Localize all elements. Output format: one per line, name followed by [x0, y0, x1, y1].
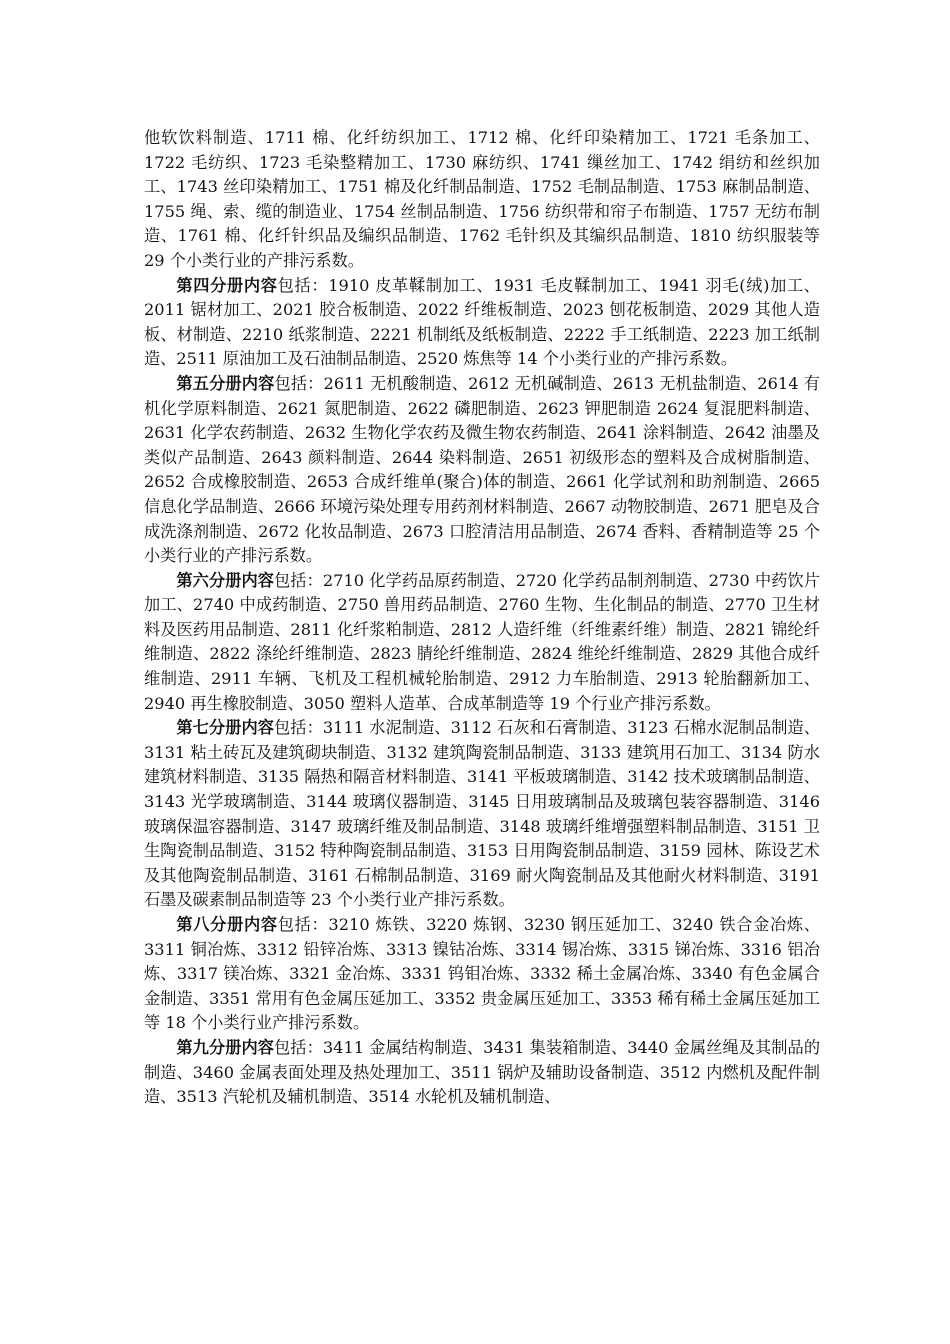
document-page: [144, 126, 820, 1110]
paragraph-text: 包括：3111 水泥制造、3112 石灰和石膏制造、3123 石棉水泥制品制造、3131 粘土砖瓦及建筑砌块制造、3132 建筑陶瓷制品制造、3133 建筑用石加工、3134 防水建筑材料制造、3135 隔热和隔音材料制造、3141 平板玻璃制造、3142 技术玻璃制品制造、3143 光学玻璃制造、3144 玻璃仪器制造、3145 日用玻璃制品及玻璃包装容器制造、3146 玻璃保温容器制造、3147 玻璃纤维及制品制造、3148 玻璃纤维增强塑料制品制造、3151 卫生陶瓷制品制造、3152 特种陶瓷制品制造、3153 日用陶瓷制品制造、3159 园林、陈设艺术及其他陶瓷制品制造、3161 石棉制品制造、3169 耐火陶瓷制品及其他耐火材料制造、3191 石墨及碳素制品制造等 23 个小类行业产排污系数。: [144, 718, 821, 910]
paragraph-heading: 第八分册内容: [176, 915, 278, 934]
paragraph-heading: 第五分册内容: [176, 373, 275, 393]
paragraph-text: 包括：2710 化学药品原药制造、2720 化学药品制剂制造、2730 中药饮片加工、2740 中成药制造、2750 兽用药品制造、2760 生物、生化制品的制造、2770 卫生材料及医药用品制造、2811 化纤浆粕制造、2812 人造纤维（纤维素纤维）制造、2821 锦纶纤维制造、2822 涤纶纤维制造、2823 腈纶纤维制造、2824 维纶纤维制造、2829 其他合成纤维制造、2911 车辆、飞机及工程机械轮胎制造、2912 力车胎制造、2913 轮胎翻新加工、2940 再生橡胶制造、3050 塑料人造革、合成革制造等 19 个行业产排污系数。: [144, 570, 821, 713]
paragraph-heading: 第六分册内容: [176, 570, 275, 590]
paragraph-text: 包括：3411 金属结构制造、3431 集装箱制造、3440 金属丝绳及其制品的制造、3460 金属表面处理及热处理加工、3511 锅炉及辅助设备制造、3512 内燃机及配件制造、3513 汽轮机及辅机制造、3514 水轮机及辅机制造、: [144, 1037, 821, 1107]
paragraph-heading: 第七分册内容: [176, 718, 275, 738]
paragraph-volume-7: [144, 716, 820, 913]
paragraph-heading: 第四分册内容: [176, 275, 278, 295]
paragraph-volume-5: [144, 372, 820, 569]
paragraph-volume-6: [144, 569, 820, 717]
paragraph-volume-8: [144, 913, 820, 1036]
paragraph-volume-9: [144, 1036, 820, 1110]
paragraph-text: 他软饮料制造、1711 棉、化纤纺织加工、1712 棉、化纤印染精加工、1721 毛条加工、1722 毛纺织、1723 毛染整精加工、1730 麻纺织、1741 缫丝加工、1742 绢纺和丝织加工、1743 丝印染精加工、1751 棉及化纤制品制造、1752 毛制品制造、1753 麻制品制造、1755 绳、索、缆的制造业、1754 丝制品制造、1756 纺织带和帘子布制造、1757 无纺布制造、1761 棉、化纤针织品及编织品制造、1762 毛针织及其编织品制造、1810 纺织服装等 29 个小类行业的产排污系数。: [144, 128, 820, 270]
paragraph-text: 包括：1910 皮革鞣制加工、1931 毛皮鞣制加工、1941 羽毛(绒)加工、2011 锯材加工、2021 胶合板制造、2022 纤维板制造、2023 刨花板制造、2029 其他人造板、材制造、2210 纸浆制造、2221 机制纸及纸板制造、2222 手工纸制造、2223 加工纸制造、2511 原油加工及石油制品制造、2520 炼焦等 14 个小类行业的产排污系数。: [144, 275, 820, 369]
paragraph-volume-4: [144, 274, 820, 372]
paragraph-continuation: [144, 126, 820, 274]
paragraph-text: 包括：3210 炼铁、3220 炼钢、3230 钢压延加工、3240 铁合金冶炼、3311 铜冶炼、3312 铅锌冶炼、3313 镍钴冶炼、3314 锡冶炼、3315 锑冶炼、3316 铝冶炼、3317 镁冶炼、3321 金冶炼、3331 钨钼冶炼、3332 稀土金属冶炼、3340 有色金属合金制造、3351 常用有色金属压延加工、3352 贵金属压延加工、3353 稀有稀土金属压延加工等 18 个小类行业产排污系数。: [144, 915, 820, 1033]
paragraph-text: 包括：2611 无机酸制造、2612 无机碱制造、2613 无机盐制造、2614 有机化学原料制造、2621 氮肥制造、2622 磷肥制造、2623 钾肥制造 2624 复混肥料制造、2631 化学农药制造、2632 生物化学农药及微生物农药制造、2641 涂料制造、2642 油墨及类似产品制造、2643 颜料制造、2644 染料制造、2651 初级形态的塑料及合成树脂制造、2652 合成橡胶制造、2653 合成纤维单(聚合)体的制造、2661 化学试剂和助剂制造、2665 信息化学品制造、2666 环境污染处理专用药剂材料制造、2667 动物胶制造、2671 肥皂及合成洗涤剂制造、2672 化妆品制造、2673 口腔清洁用品制造、2674 香料、香精制造等 25 个小类行业的产排污系数。: [144, 373, 820, 566]
paragraph-heading: 第九分册内容: [176, 1037, 275, 1057]
